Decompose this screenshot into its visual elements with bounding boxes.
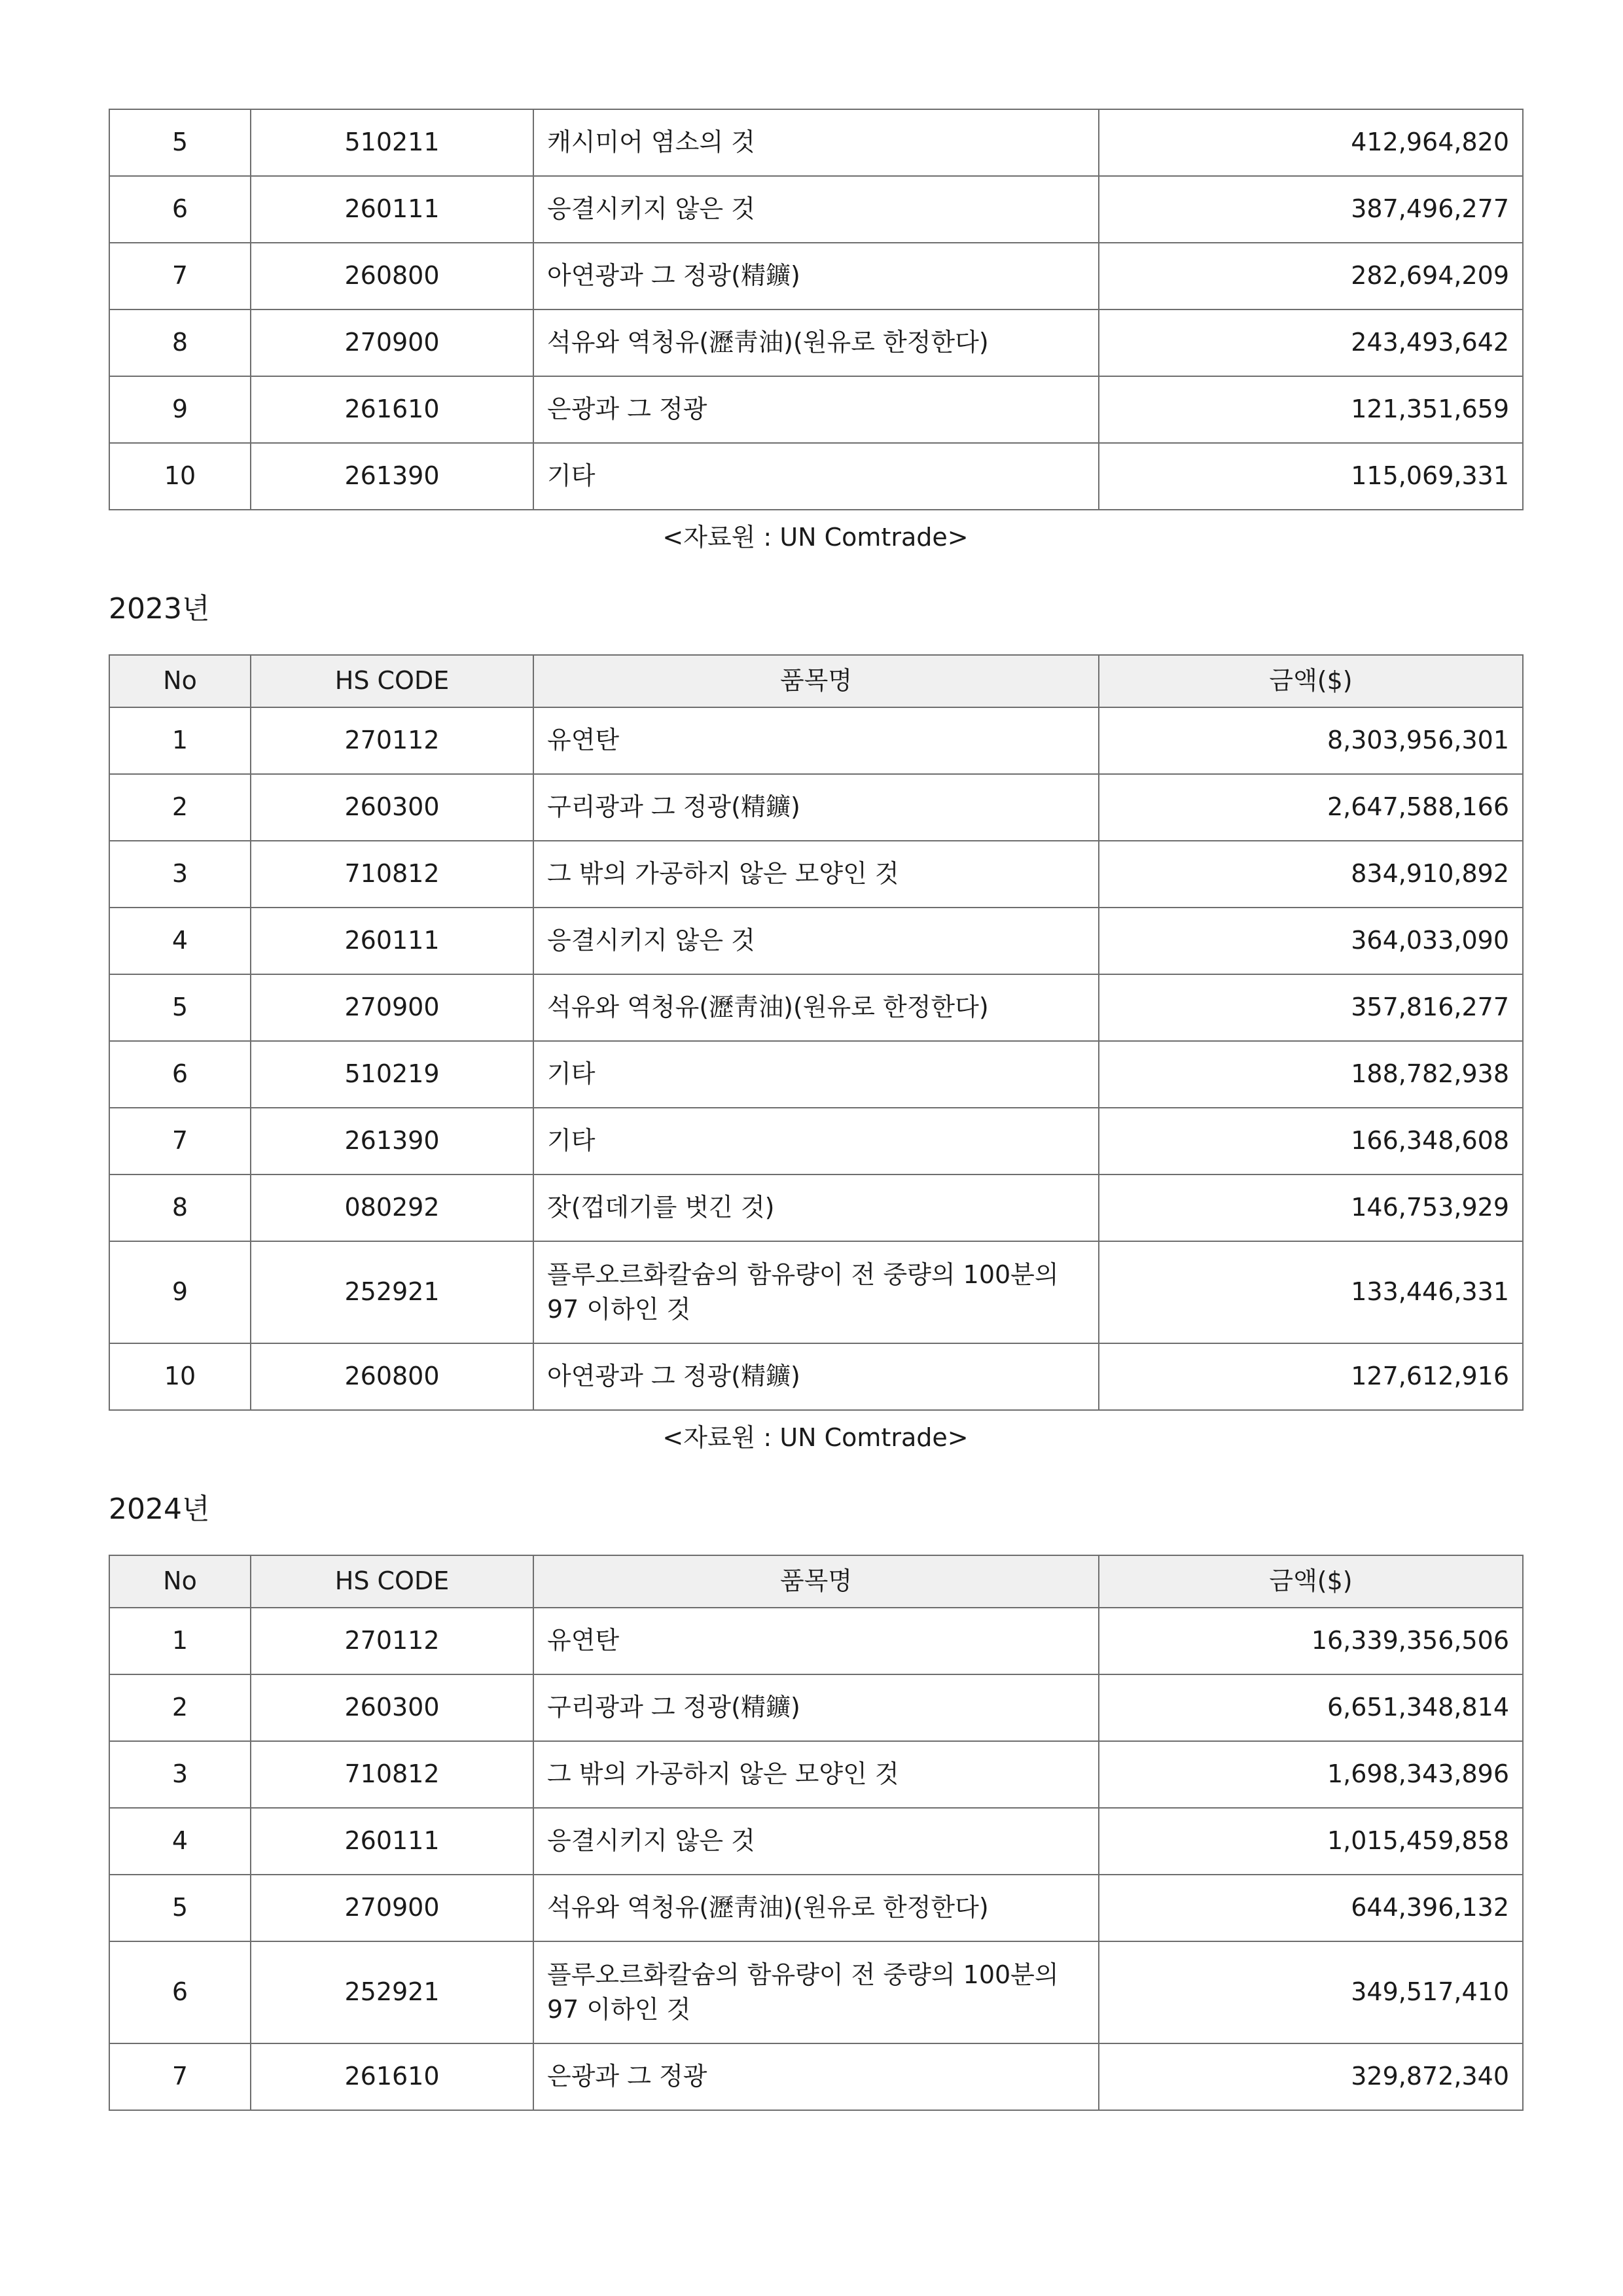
row-amount: 166,348,608 bbox=[1099, 1108, 1523, 1174]
header-no: No bbox=[109, 1555, 251, 1608]
row-amount: 412,964,820 bbox=[1099, 109, 1523, 176]
row-amount: 16,339,356,506 bbox=[1099, 1608, 1523, 1674]
row-no: 4 bbox=[109, 1808, 251, 1875]
row-amount: 8,303,956,301 bbox=[1099, 707, 1523, 774]
row-no: 8 bbox=[109, 1174, 251, 1241]
row-item-name: 아연광과 그 정광(精鑛) bbox=[533, 1343, 1099, 1410]
row-hs-code: 510219 bbox=[251, 1041, 533, 1108]
row-item-name: 구리광과 그 정광(精鑛) bbox=[533, 774, 1099, 841]
table-row bbox=[109, 1674, 1523, 1741]
source-caption: <자료원 : UN Comtrade> bbox=[662, 1423, 969, 1452]
row-amount: 364,033,090 bbox=[1099, 908, 1523, 974]
row-item-name: 석유와 역청유(瀝靑油)(원유로 한정한다) bbox=[533, 1875, 1099, 1941]
header-amount: 금액($) bbox=[1099, 655, 1523, 707]
row-no: 1 bbox=[109, 707, 251, 774]
header-item-name: 품목명 bbox=[533, 655, 1099, 707]
row-no: 7 bbox=[109, 2043, 251, 2110]
row-amount: 127,612,916 bbox=[1099, 1343, 1523, 1410]
row-hs-code: 710812 bbox=[251, 1741, 533, 1808]
row-amount: 133,446,331 bbox=[1099, 1241, 1523, 1343]
row-hs-code: 270112 bbox=[251, 1608, 533, 1674]
row-no: 6 bbox=[109, 1941, 251, 2043]
table-row bbox=[109, 1108, 1523, 1174]
row-no: 4 bbox=[109, 908, 251, 974]
row-amount: 6,651,348,814 bbox=[1099, 1674, 1523, 1741]
row-item-name: 잣(껍데기를 벗긴 것) bbox=[533, 1174, 1099, 1241]
row-hs-code: 510211 bbox=[251, 109, 533, 176]
table-row bbox=[109, 774, 1523, 841]
source-caption: <자료원 : UN Comtrade> bbox=[662, 523, 969, 552]
row-hs-code: 261390 bbox=[251, 1108, 533, 1174]
row-hs-code: 270900 bbox=[251, 1875, 533, 1941]
table-row bbox=[109, 1241, 1523, 1343]
row-no: 6 bbox=[109, 176, 251, 243]
row-no: 3 bbox=[109, 841, 251, 908]
row-amount: 1,015,459,858 bbox=[1099, 1808, 1523, 1875]
row-item-name: 은광과 그 정광 bbox=[533, 2043, 1099, 2110]
table-row bbox=[109, 376, 1523, 443]
row-no: 8 bbox=[109, 309, 251, 376]
table-2024 bbox=[109, 1555, 1524, 2111]
table-row bbox=[109, 309, 1523, 376]
row-no: 5 bbox=[109, 974, 251, 1041]
row-item-name: 응결시키지 않은 것 bbox=[533, 908, 1099, 974]
table-row bbox=[109, 443, 1523, 510]
table-row bbox=[109, 1343, 1523, 1410]
row-item-name: 응결시키지 않은 것 bbox=[533, 176, 1099, 243]
row-amount: 121,351,659 bbox=[1099, 376, 1523, 443]
row-item-name: 아연광과 그 정광(精鑛) bbox=[533, 243, 1099, 309]
row-no: 5 bbox=[109, 1875, 251, 1941]
row-hs-code: 260800 bbox=[251, 1343, 533, 1410]
row-hs-code: 270900 bbox=[251, 309, 533, 376]
row-hs-code: 260111 bbox=[251, 908, 533, 974]
row-hs-code: 261390 bbox=[251, 443, 533, 510]
header-amount: 금액($) bbox=[1099, 1555, 1523, 1608]
row-hs-code: 270900 bbox=[251, 974, 533, 1041]
row-item-name: 기타 bbox=[533, 443, 1099, 510]
row-hs-code: 080292 bbox=[251, 1174, 533, 1241]
row-hs-code: 270112 bbox=[251, 707, 533, 774]
row-item-name: 유연탄 bbox=[533, 707, 1099, 774]
row-no: 10 bbox=[109, 443, 251, 510]
header-no: No bbox=[109, 655, 251, 707]
row-amount: 387,496,277 bbox=[1099, 176, 1523, 243]
table-row bbox=[109, 908, 1523, 974]
row-item-name: 구리광과 그 정광(精鑛) bbox=[533, 1674, 1099, 1741]
row-amount: 644,396,132 bbox=[1099, 1875, 1523, 1941]
row-no: 6 bbox=[109, 1041, 251, 1108]
row-hs-code: 260300 bbox=[251, 774, 533, 841]
table-header-row bbox=[109, 655, 1523, 707]
table-row bbox=[109, 243, 1523, 309]
row-amount: 329,872,340 bbox=[1099, 2043, 1523, 2110]
row-amount: 834,910,892 bbox=[1099, 841, 1523, 908]
row-item-name: 플루오르화칼슘의 함유량이 전 중량의 100분의 97 이하인 것 bbox=[533, 1241, 1099, 1343]
table-row bbox=[109, 2043, 1523, 2110]
table-2022-continued bbox=[109, 109, 1524, 510]
row-amount: 1,698,343,896 bbox=[1099, 1741, 1523, 1808]
row-hs-code: 252921 bbox=[251, 1241, 533, 1343]
table-row bbox=[109, 974, 1523, 1041]
row-item-name: 그 밖의 가공하지 않은 모양인 것 bbox=[533, 841, 1099, 908]
table-row bbox=[109, 1741, 1523, 1808]
row-no: 2 bbox=[109, 1674, 251, 1741]
table-row bbox=[109, 1875, 1523, 1941]
row-hs-code: 261610 bbox=[251, 2043, 533, 2110]
row-no: 10 bbox=[109, 1343, 251, 1410]
row-hs-code: 710812 bbox=[251, 841, 533, 908]
row-no: 5 bbox=[109, 109, 251, 176]
row-amount: 349,517,410 bbox=[1099, 1941, 1523, 2043]
row-amount: 2,647,588,166 bbox=[1099, 774, 1523, 841]
row-item-name: 캐시미어 염소의 것 bbox=[533, 109, 1099, 176]
row-no: 7 bbox=[109, 1108, 251, 1174]
row-no: 9 bbox=[109, 376, 251, 443]
row-item-name: 플루오르화칼슘의 함유량이 전 중량의 100분의 97 이하인 것 bbox=[533, 1941, 1099, 2043]
row-item-name: 기타 bbox=[533, 1108, 1099, 1174]
row-amount: 146,753,929 bbox=[1099, 1174, 1523, 1241]
row-no: 1 bbox=[109, 1608, 251, 1674]
row-hs-code: 260111 bbox=[251, 1808, 533, 1875]
row-amount: 115,069,331 bbox=[1099, 443, 1523, 510]
row-amount: 357,816,277 bbox=[1099, 974, 1523, 1041]
document-page bbox=[109, 0, 1522, 2111]
row-item-name: 기타 bbox=[533, 1041, 1099, 1108]
row-amount: 282,694,209 bbox=[1099, 243, 1523, 309]
table-row bbox=[109, 109, 1523, 176]
row-no: 9 bbox=[109, 1241, 251, 1343]
row-hs-code: 260111 bbox=[251, 176, 533, 243]
row-item-name: 그 밖의 가공하지 않은 모양인 것 bbox=[533, 1741, 1099, 1808]
table-row bbox=[109, 1941, 1523, 2043]
year-heading-2024: 2024년 bbox=[109, 1492, 210, 1526]
row-item-name: 은광과 그 정광 bbox=[533, 376, 1099, 443]
row-item-name: 석유와 역청유(瀝靑油)(원유로 한정한다) bbox=[533, 309, 1099, 376]
row-hs-code: 252921 bbox=[251, 1941, 533, 2043]
row-amount: 188,782,938 bbox=[1099, 1041, 1523, 1108]
year-heading-2023: 2023년 bbox=[109, 592, 210, 626]
row-amount: 243,493,642 bbox=[1099, 309, 1523, 376]
table-row bbox=[109, 707, 1523, 774]
table-row bbox=[109, 1174, 1523, 1241]
table-row bbox=[109, 1041, 1523, 1108]
row-no: 3 bbox=[109, 1741, 251, 1808]
header-hs-code: HS CODE bbox=[251, 1555, 533, 1608]
row-item-name: 석유와 역청유(瀝靑油)(원유로 한정한다) bbox=[533, 974, 1099, 1041]
table-2023 bbox=[109, 654, 1524, 1411]
row-hs-code: 261610 bbox=[251, 376, 533, 443]
table-row bbox=[109, 1608, 1523, 1674]
row-hs-code: 260800 bbox=[251, 243, 533, 309]
header-item-name: 품목명 bbox=[533, 1555, 1099, 1608]
row-item-name: 응결시키지 않은 것 bbox=[533, 1808, 1099, 1875]
row-no: 2 bbox=[109, 774, 251, 841]
row-hs-code: 260300 bbox=[251, 1674, 533, 1741]
table-header-row bbox=[109, 1555, 1523, 1608]
table-row bbox=[109, 176, 1523, 243]
header-hs-code: HS CODE bbox=[251, 655, 533, 707]
row-item-name: 유연탄 bbox=[533, 1608, 1099, 1674]
table-row bbox=[109, 1808, 1523, 1875]
row-no: 7 bbox=[109, 243, 251, 309]
table-row bbox=[109, 841, 1523, 908]
